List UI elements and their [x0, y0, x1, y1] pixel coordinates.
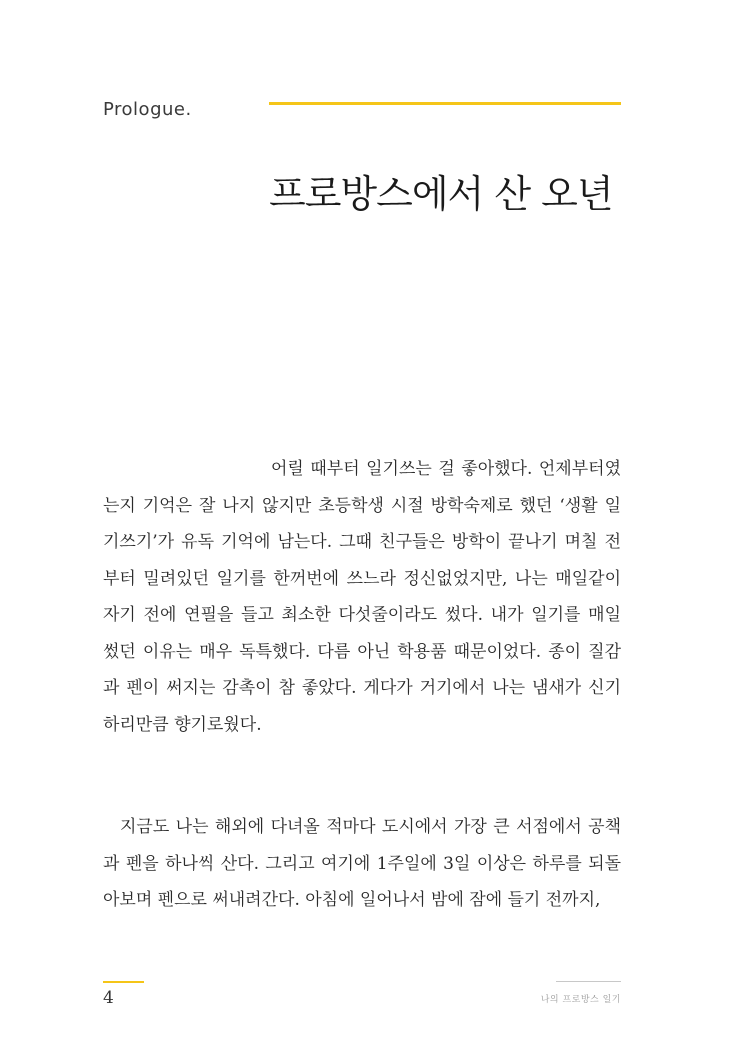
running-title: 나의 프로방스 일기 [540, 995, 621, 1005]
chapter-title: 프로방스에서 산 오년 [269, 172, 613, 217]
footer-accent-rule [103, 981, 144, 983]
title-accent-rule [269, 102, 621, 105]
footer-divider-rule [556, 981, 621, 982]
prologue-label: Prologue. [103, 99, 192, 120]
page-number: 4 [103, 988, 114, 1008]
body-paragraph-1: 어릴 때부터 일기쓰는 걸 좋아했다. 언제부터였는지 기억은 잘 나지 않지만 초등학생 시절 방학숙제로 했던 ‘생활 일기쓰기’가 유독 기억에 남는다. 그때 친구들은 방학이 끝나기 며칠 전부터 밀려있던 일기를 한꺼번에 쓰느라 정신없었지만, 나는 매일같이 자기 전에 연필을 들고 최소한 다섯줄이라도 썼다. 내가 일기를 매일 썼던 이유는 매우 독특했다. 다름 아닌 학용품 때문이었다. 종이 질감과 펜이 써지는 감촉이 참 좋았다. 게다가 거기에서 나는 냄새가 신기하리만큼 향기로웠다. [103, 459, 621, 735]
body-paragraph-2: 지금도 나는 해외에 다녀올 적마다 도시에서 가장 큰 서점에서 공책과 펜을 하나씩 산다. 그리고 여기에 1주일에 3일 이상은 하루를 되돌아보며 펜으로 써내려간다. 아침에 일어나서 밤에 잠에 들기 전까지, [103, 817, 621, 910]
